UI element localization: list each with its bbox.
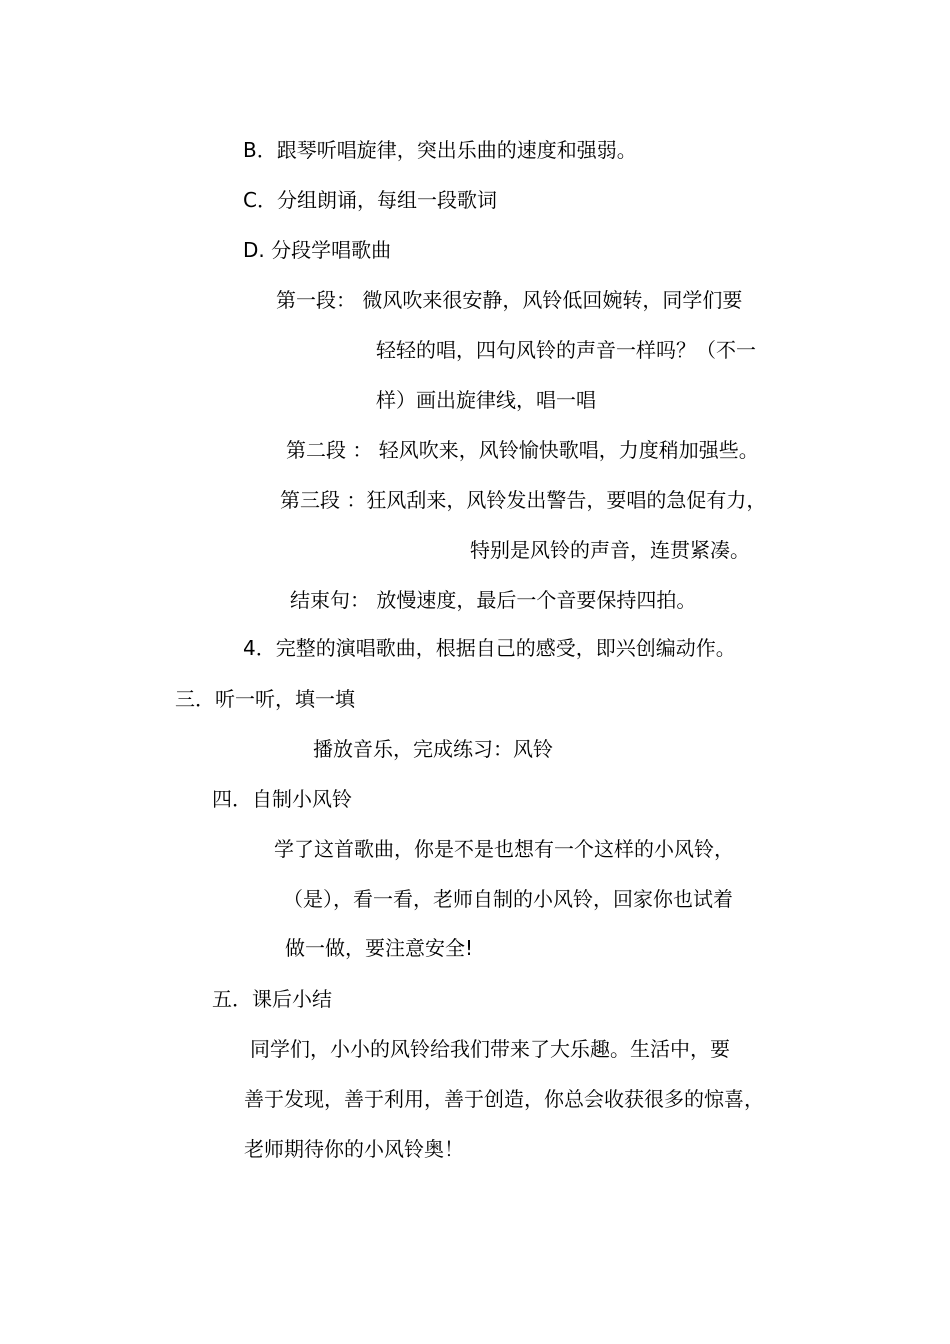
heading-three: 三．听一听，填一填 [175, 687, 355, 711]
section-one-line-3: 样）画出旋律线，唱一唱 [376, 388, 596, 412]
section-three-line-2: 特别是风铃的声音，连贯紧凑。 [470, 538, 750, 562]
section-two-line: 第二段 ： 轻风吹来，风铃愉快歌唱，力度稍加强些。 [286, 438, 759, 462]
diy-line-1: 学了这首歌曲，你是不是也想有一个这样的小风铃， [274, 837, 734, 861]
summary-line-3: 老师期待你的小风铃奥！ [244, 1137, 464, 1161]
section-one-line-1: 第一段： 微风吹来很安静，风铃低回婉转，同学们要 [276, 288, 743, 312]
section-one-line-2: 轻轻的唱，四句风铃的声音一样吗？（不一 [376, 338, 756, 362]
step-c-line: C．分组朗诵，每组一段歌词 [243, 188, 497, 212]
step-d-line: D. 分段学唱歌曲 [243, 238, 392, 262]
summary-line-2: 善于发现，善于利用，善于创造，你总会收获很多的惊喜， [244, 1087, 764, 1111]
ending-line: 结束句： 放慢速度，最后一个音要保持四拍。 [290, 588, 697, 612]
step-b-line: B．跟琴听唱旋律，突出乐曲的速度和强弱。 [243, 138, 637, 162]
heading-four: 四．自制小风铃 [212, 787, 352, 811]
step-4-line: 4．完整的演唱歌曲，根据自己的感受，即兴创编动作。 [243, 636, 736, 660]
diy-line-3: 做一做，要注意安全! [285, 936, 474, 960]
summary-line-1: 同学们，小小的风铃给我们带来了大乐趣。生活中，要 [250, 1037, 730, 1061]
diy-line-2: （是），看一看，老师自制的小风铃，回家你也试着 [283, 887, 733, 911]
heading-five: 五．课后小结 [212, 987, 332, 1011]
section-three-line-1: 第三段 ：狂风刮来，风铃发出警告，要唱的急促有力， [280, 488, 767, 512]
play-music-line: 播放音乐，完成练习：风铃 [313, 737, 553, 761]
